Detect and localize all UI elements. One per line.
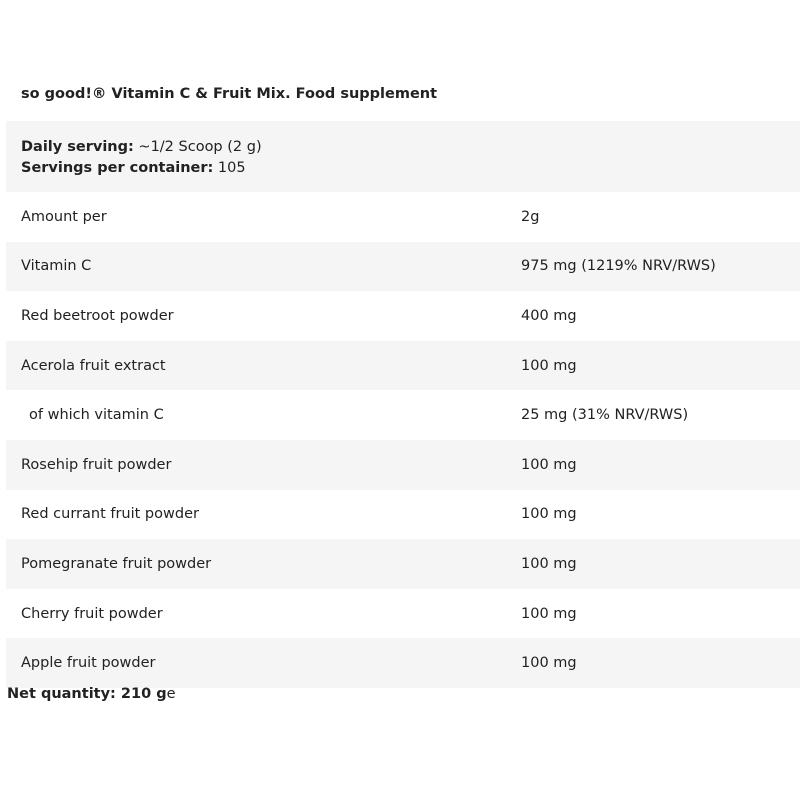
ingredient-amount: 100 mg <box>521 655 577 672</box>
product-title: so good!® Vitamin C & Fruit Mix. Food supplement <box>21 86 438 102</box>
ingredient-amount: 100 mg <box>521 605 577 622</box>
table-row <box>6 192 800 242</box>
daily-serving-value: ~1/2 Scoop (2 g) <box>133 139 262 155</box>
ingredient-name: Vitamin C <box>21 258 92 275</box>
serving-info <box>6 121 800 192</box>
supplement-facts-table <box>6 121 800 688</box>
ingredient-amount: 100 mg <box>521 555 577 572</box>
ingredient-amount: 100 mg <box>521 357 577 374</box>
net-quantity-label: Net quantity: 210 g <box>7 686 167 702</box>
ingredient-amount: 100 mg <box>521 506 577 523</box>
net-quantity <box>7 686 176 702</box>
ingredient-amount: 2g <box>521 208 540 225</box>
table-row <box>6 242 800 292</box>
ingredient-name: Apple fruit powder <box>21 655 156 672</box>
table-row <box>6 291 800 341</box>
servings-per-container-label: Servings per container: <box>21 160 214 176</box>
table-row <box>6 638 800 688</box>
ingredient-name: Amount per <box>21 208 107 225</box>
servings-per-container <box>21 158 785 179</box>
ingredient-name: Pomegranate fruit powder <box>21 555 212 572</box>
servings-per-container-value: 105 <box>213 160 246 176</box>
ingredient-amount: 100 mg <box>521 456 577 473</box>
table-row <box>6 589 800 639</box>
ingredient-rows <box>6 192 800 688</box>
table-row <box>6 440 800 490</box>
ingredient-name: Red beetroot powder <box>21 307 174 324</box>
table-row <box>6 390 800 440</box>
ingredient-name: Red currant fruit powder <box>21 506 199 523</box>
table-row <box>6 539 800 589</box>
daily-serving-label: Daily serving: <box>21 139 134 155</box>
ingredient-name: of which vitamin C <box>29 407 164 424</box>
ingredient-name: Acerola fruit extract <box>21 357 166 374</box>
table-row <box>6 341 800 391</box>
ingredient-name: Rosehip fruit powder <box>21 456 172 473</box>
table-row <box>6 490 800 540</box>
ingredient-amount: 400 mg <box>521 307 577 324</box>
net-quantity-estimated-mark: e <box>166 686 176 702</box>
ingredient-amount: 975 mg (1219% NRV/RWS) <box>521 258 716 275</box>
ingredient-amount: 25 mg (31% NRV/RWS) <box>521 407 689 424</box>
ingredient-name: Cherry fruit powder <box>21 605 163 622</box>
daily-serving <box>21 137 785 158</box>
